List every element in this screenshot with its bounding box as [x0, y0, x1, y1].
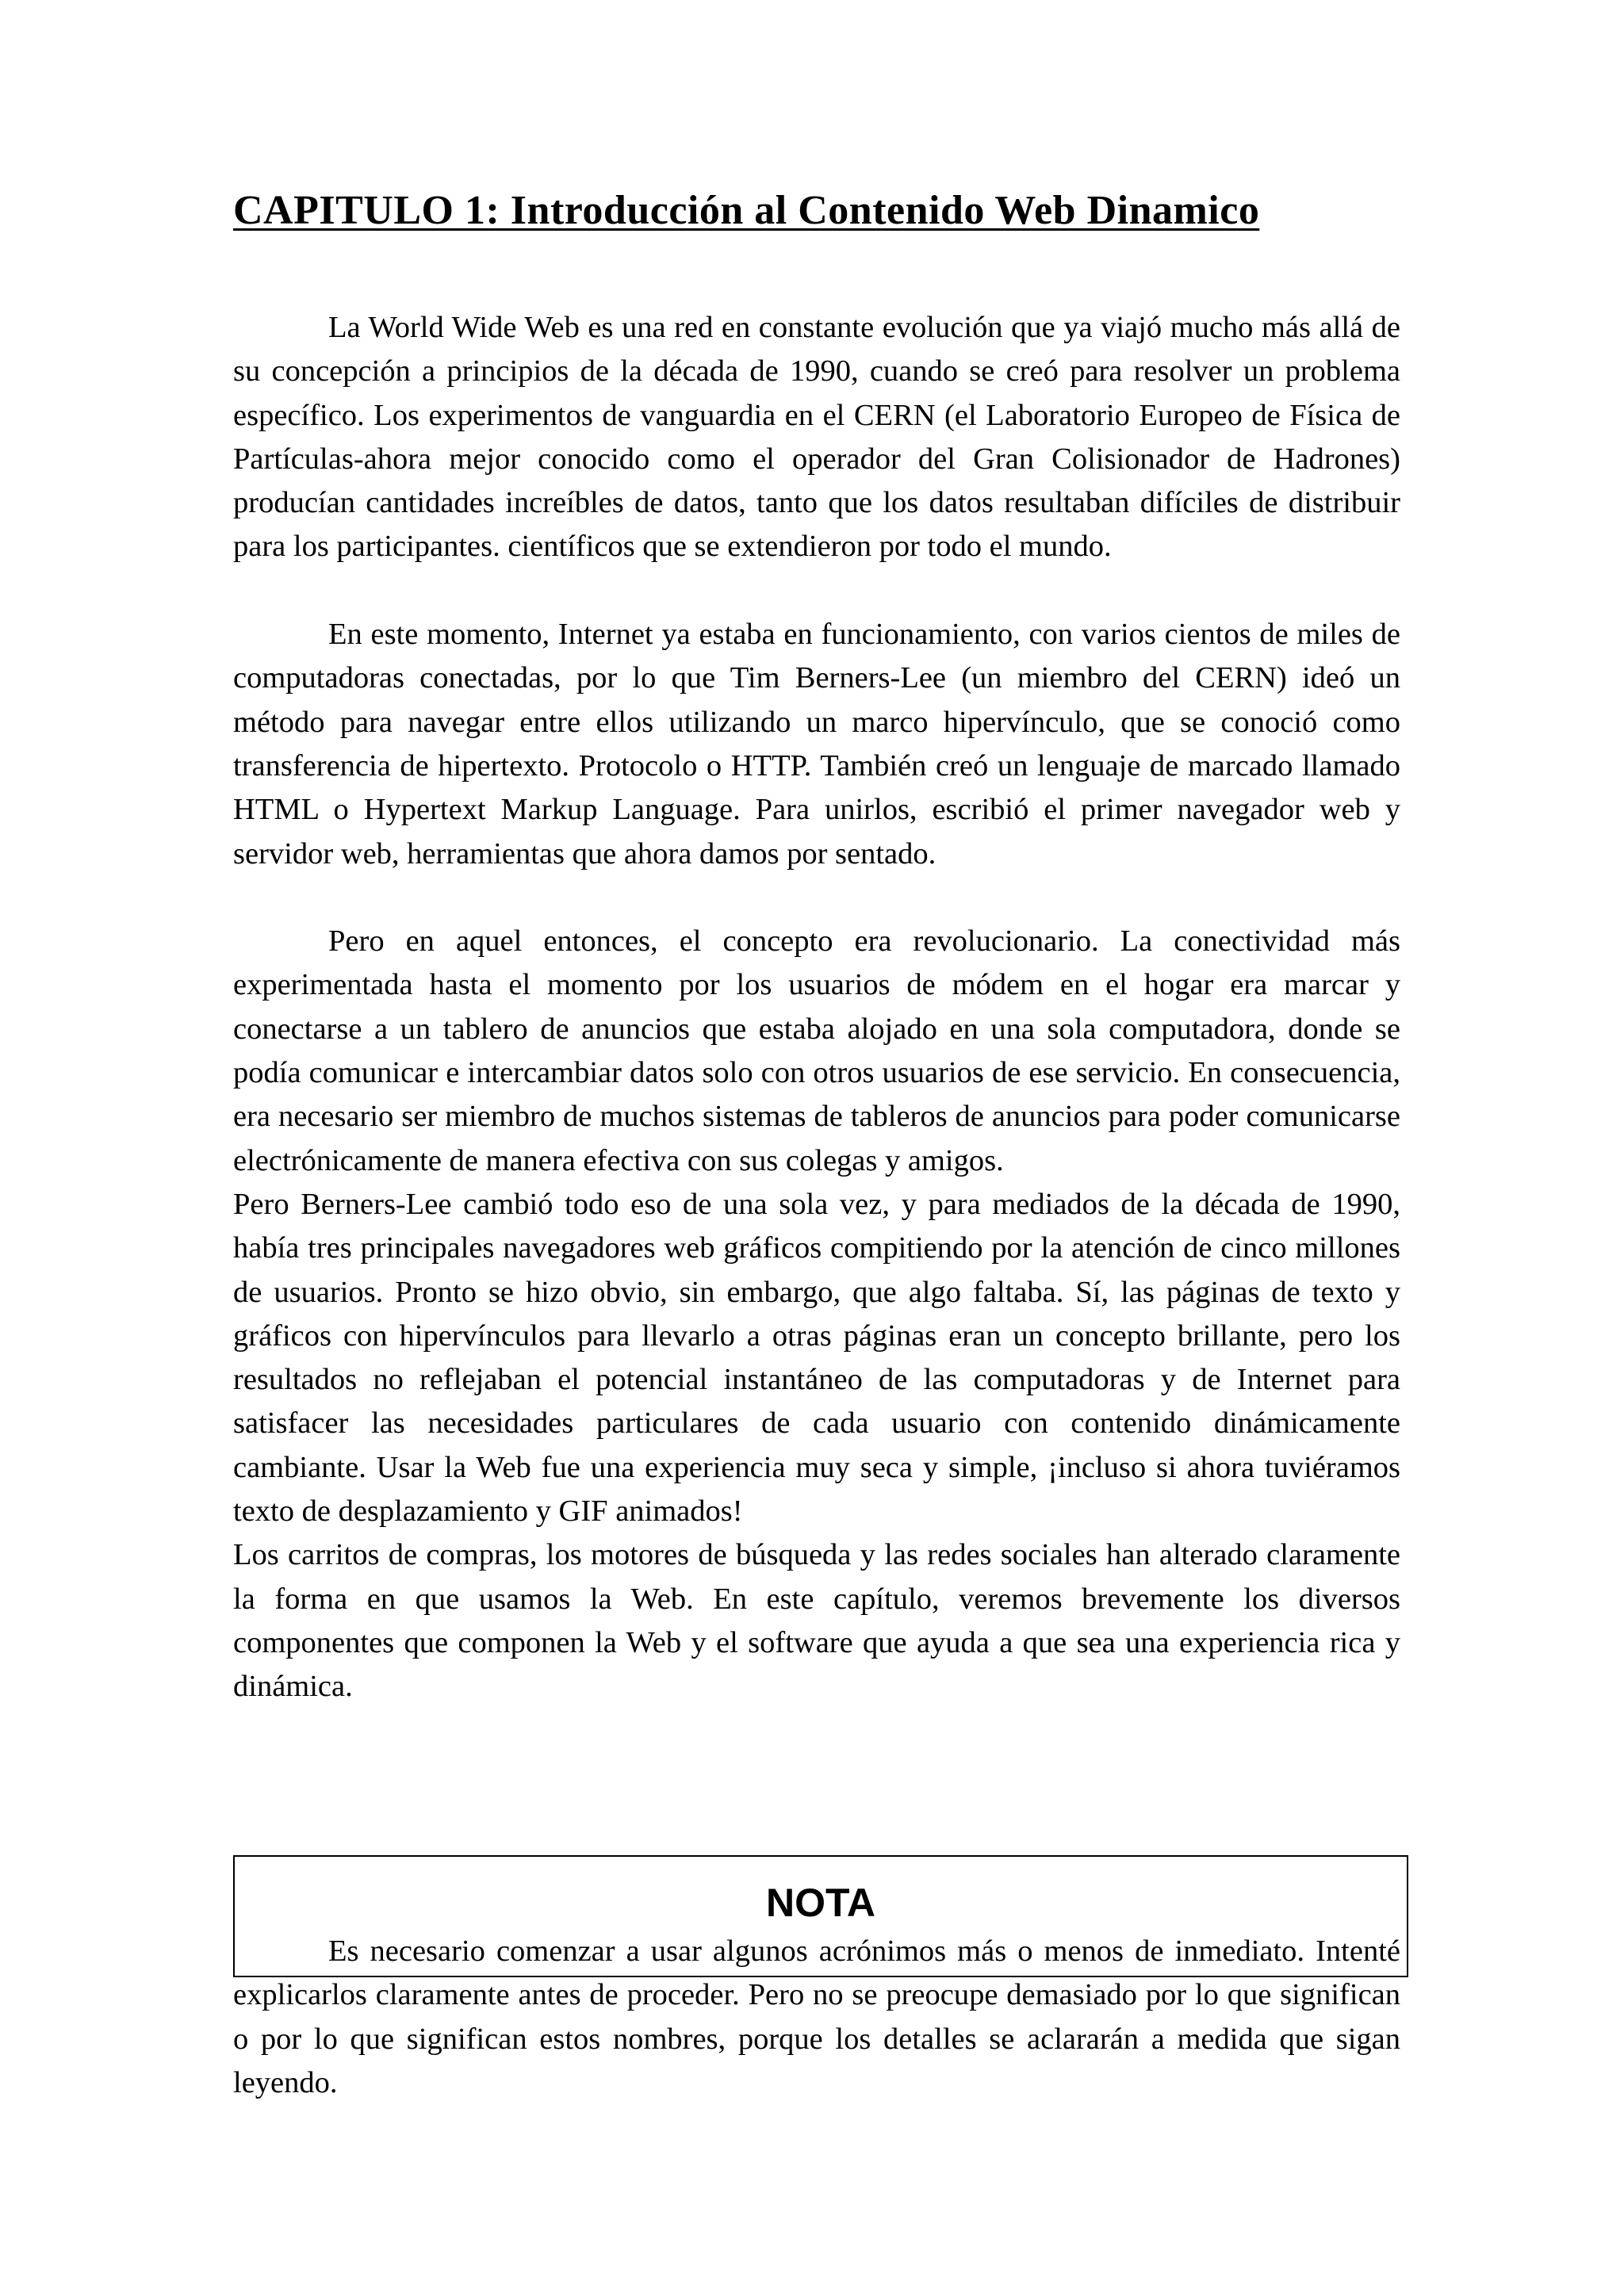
- paragraph-2: En este momento, Internet ya estaba en funcionamiento, con varios cientos de miles de computadoras conectadas, por lo que Tim Berners-Lee (un miembro del CERN) ideó un método para navegar entre ellos utilizando un marco hipervínculo, que se conoció como transferencia de hipertexto. Protocolo o HTTP. También creó un lenguaje de marcado llamado HTML o Hypertext Markup Language. Para unirlos, escribió el primer navegador web y servidor web, herramientas que ahora damos por sentado.: [233, 618, 1400, 871]
- note-title: NOTA: [766, 1881, 875, 1925]
- chapter-title: CAPITULO 1: Introducción al Contenido Web Dinamico: [233, 188, 1260, 233]
- paragraph-4: Pero Berners-Lee cambió todo eso de una sola vez, y para mediados de la década de 1990, había tres principales navegadores web gráficos compitiendo por la atención de cinco millones de usuarios. Pronto se hizo obvio, sin embargo, que algo faltaba. Sí, las páginas de texto y gráficos con hipervínculos para llevarlo a otras páginas eran un concepto brillante, pero los resultados no reflejaban el potencial instantáneo de las computadoras y de Internet para satisfacer las necesidades particulares de cada usuario con contenido dinámicamente cambiante. Usar la Web fue una experiencia muy seca y simple, ¡incluso si ahora tuviéramos texto de desplazamiento y GIF animados!: [233, 1187, 1400, 1529]
- paragraph-3: Pero en aquel entonces, el concepto era revolucionario. La conectividad más experimentada hasta el momento por los usuarios de módem en el hogar era marcar y conectarse a un tablero de anuncios que estaba alojado en una sola computadora, donde se podía comunicar e intercambiar datos solo con otros usuarios de ese servicio. En consecuencia, era necesario ser miembro de muchos sistemas de tableros de anuncios para poder comunicarse electrónicamente de manera efectiva con sus colegas y amigos.: [233, 924, 1400, 1177]
- paragraph-5: Los carritos de compras, los motores de búsqueda y las redes sociales han alterado claramente la forma en que usamos la Web. En este capítulo, veremos brevemente los diversos componentes que componen la Web y el software que ayuda a que sea una experiencia rica y dinámica.: [233, 1538, 1400, 1704]
- chapter-body: [233, 306, 1400, 1709]
- paragraph-1: La World Wide Web es una red en constante evolución que ya viajó mucho más allá de su concepción a principios de la década de 1990, cuando se creó para resolver un problema específico. Los experimentos de vanguardia en el CERN (el Laboratorio Europeo de Física de Partículas-ahora mejor conocido como el operador del Gran Colisionador de Hadrones) producían cantidades increíbles de datos, tanto que los datos resultaban difíciles de distribuir para los participantes. científicos que se extendieron por todo el mundo.: [233, 311, 1400, 564]
- note-text: Es necesario comenzar a usar algunos acrónimos más o menos de inmediato. Intenté explicarlos claramente antes de proceder. Pero no se preocupe demasiado por lo que significan o por lo que significan estos nombres, porque los detalles se aclararán a medida que sigan leyendo.: [233, 1934, 1400, 2099]
